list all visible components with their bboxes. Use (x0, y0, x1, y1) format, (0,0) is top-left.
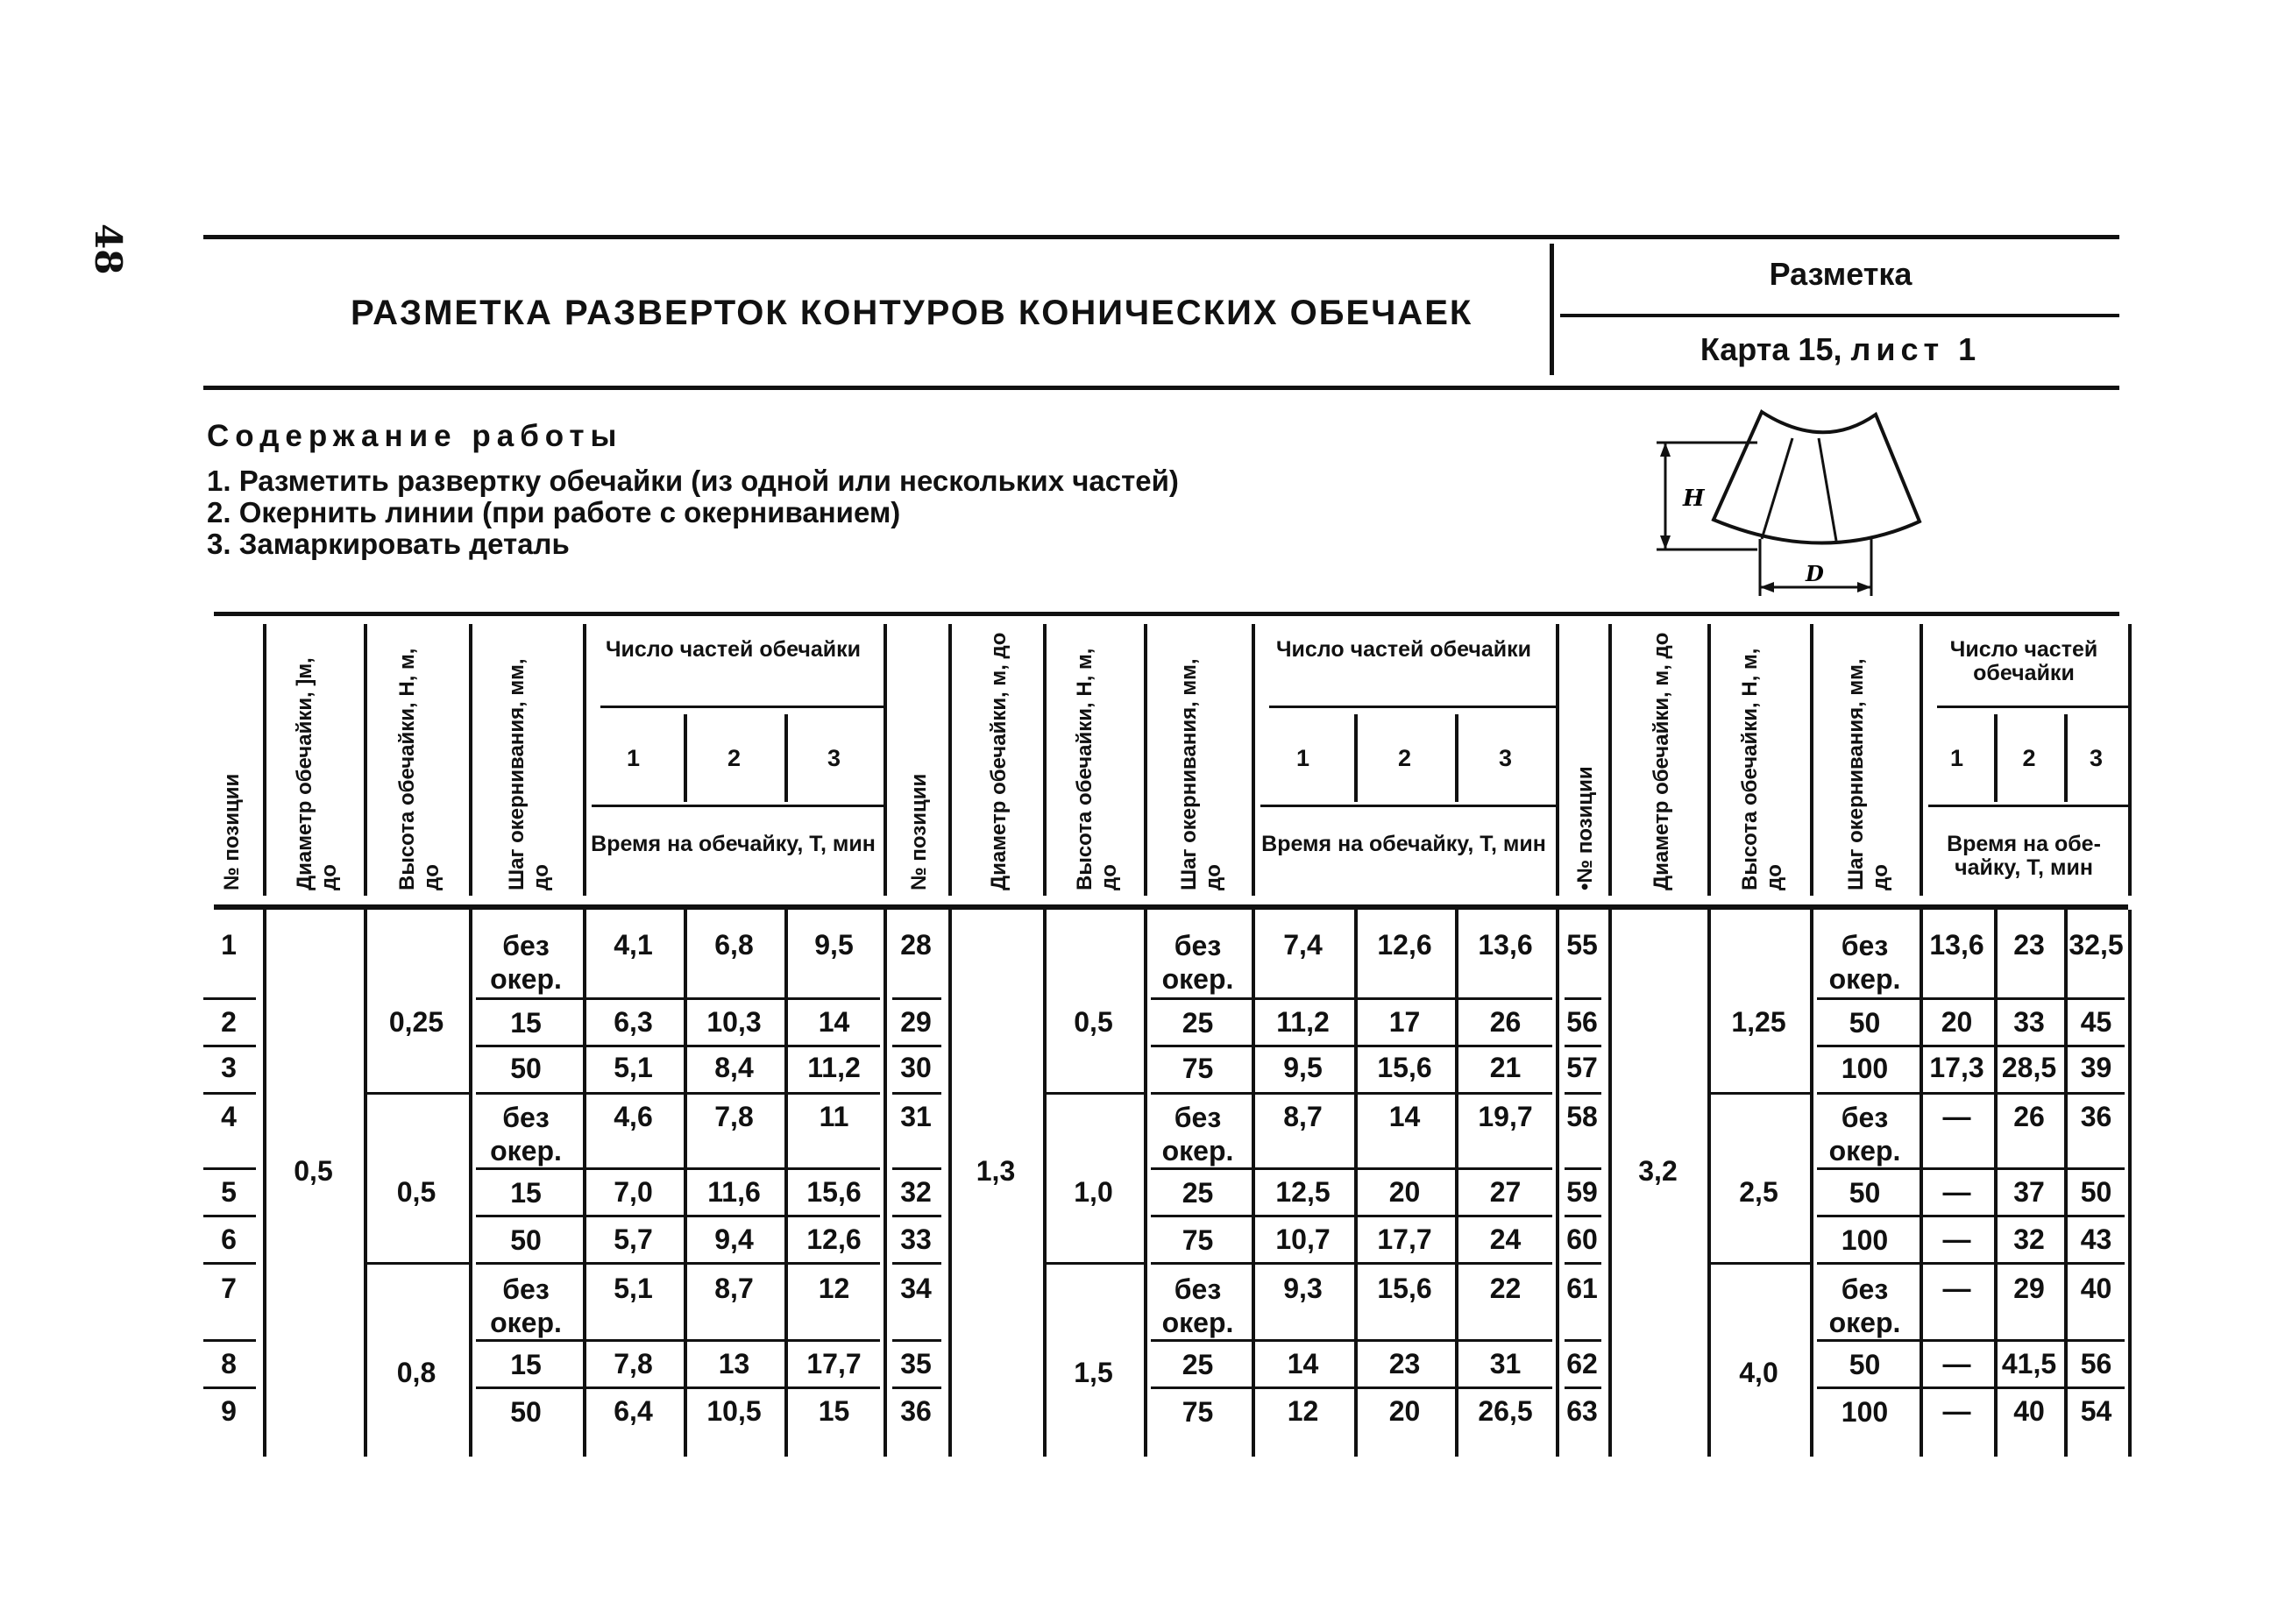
time-value: 39 (2080, 1052, 2112, 1083)
position-number: 29 (900, 1006, 932, 1038)
header-divider (1550, 244, 1554, 375)
parts-header: Число частей обечайки (1275, 637, 1532, 662)
position-number: 31 (900, 1101, 932, 1132)
time-value: 9,5 (814, 929, 854, 961)
position-number: 62 (1566, 1348, 1598, 1379)
time-value: 8,7 (1283, 1101, 1323, 1132)
height-value: 2,5 (1739, 1176, 1778, 1208)
time-value: 24 (1489, 1223, 1522, 1255)
position-number: 28 (900, 929, 932, 961)
position-number: 7 (221, 1273, 237, 1304)
position-number: 5 (221, 1176, 237, 1208)
column-rule (1043, 624, 1047, 896)
time-value: 8,7 (714, 1273, 754, 1304)
parts-header-rule (1937, 706, 2128, 708)
height-separator (1711, 1092, 1810, 1095)
column-rule (469, 624, 472, 896)
step-value: 100 (1841, 1224, 1889, 1256)
column-rule (1707, 624, 1711, 896)
row-rule (1565, 997, 1601, 1000)
time-value: 33 (2013, 1006, 2045, 1038)
time-value: 12,5 (1275, 1176, 1331, 1208)
time-value: 50 (2080, 1176, 2112, 1208)
row-rule (476, 1167, 880, 1170)
parts-number-rule (1260, 805, 1556, 807)
step-value: 75 (1182, 1053, 1214, 1084)
time-value: 9,4 (714, 1223, 754, 1255)
position-number: 59 (1566, 1176, 1598, 1208)
step-value: 100 (1841, 1396, 1889, 1428)
column-rule (1556, 624, 1559, 896)
time-value: 17 (1388, 1006, 1421, 1038)
column-rule (684, 714, 687, 802)
time-value: 19,7 (1478, 1101, 1533, 1132)
step-value: без окер. (1828, 1102, 1901, 1167)
diameter-header: Диаметр обечайки, ]м, до (292, 657, 341, 890)
position-number: 32 (900, 1176, 932, 1208)
time-value: 4,6 (614, 1101, 653, 1132)
time-value: 43 (2080, 1223, 2112, 1255)
step-value: 15 (510, 1007, 542, 1039)
height-separator (367, 1092, 469, 1095)
time-value: 22 (1489, 1273, 1522, 1304)
row-rule (1817, 1339, 2125, 1342)
height-header: Высота обечайки, Н, м, до (1072, 648, 1121, 890)
time-value: 9,3 (1283, 1273, 1323, 1304)
time-value: 17,3 (1929, 1052, 1984, 1083)
step-value: без окер. (1161, 1273, 1234, 1338)
column-rule (1810, 624, 1813, 896)
time-value: 41,5 (2001, 1348, 2057, 1379)
row-rule (476, 1262, 880, 1265)
step-value: 25 (1182, 1177, 1214, 1209)
time-value: 7,4 (1283, 929, 1323, 961)
row-rule (1817, 1262, 2125, 1265)
row-rule (1151, 1339, 1552, 1342)
parts-number-rule (592, 805, 884, 807)
time-value: 7,8 (614, 1348, 653, 1379)
time-value: 7,8 (714, 1101, 754, 1132)
time-value: 31 (1489, 1348, 1522, 1379)
card-number: Карта 15, (1700, 331, 1842, 367)
time-value: 15 (818, 1395, 850, 1427)
position-number: 33 (900, 1223, 932, 1255)
step-value: 75 (1182, 1396, 1214, 1428)
row-rule (1565, 1386, 1601, 1389)
sketch-label-h: H (1683, 486, 1705, 512)
row-rule (1565, 1339, 1601, 1342)
diameter-value: 0,5 (294, 1155, 333, 1187)
row-rule (476, 1386, 880, 1389)
top-rule (203, 235, 2119, 239)
time-value: 11,2 (1276, 1006, 1330, 1038)
time-value: 6,4 (614, 1395, 653, 1427)
position-number: 3 (221, 1052, 237, 1083)
diameter-header: Диаметр обечайки, м, до (1649, 632, 1673, 890)
row-rule (1151, 1045, 1552, 1047)
position-number: 60 (1566, 1223, 1598, 1255)
part-number: 1 (1949, 745, 1964, 771)
position-number: 4 (221, 1101, 237, 1132)
position-number: 35 (900, 1348, 932, 1379)
time-value: 21 (1489, 1052, 1522, 1083)
height-value: 4,0 (1739, 1357, 1778, 1388)
row-rule (203, 1092, 256, 1095)
card-divider (1560, 314, 2119, 317)
step-value: 75 (1182, 1224, 1214, 1256)
content-heading: Содержание работы (207, 419, 623, 453)
time-value: 54 (2080, 1395, 2112, 1427)
time-value: 36 (2080, 1101, 2112, 1132)
time-value: 45 (2080, 1006, 2112, 1038)
step-value: 15 (510, 1349, 542, 1380)
time-value: 15,6 (1377, 1273, 1432, 1304)
column-rule (2128, 910, 2132, 1457)
step-value: без окер. (490, 1102, 562, 1167)
position-number: 57 (1566, 1052, 1598, 1083)
step-value: без окер. (490, 1273, 562, 1338)
position-number: 30 (900, 1052, 932, 1083)
part-number: 1 (1295, 745, 1310, 771)
time-value: 40 (2080, 1273, 2112, 1304)
time-value: — (1942, 1395, 1971, 1427)
step-value: 50 (510, 1396, 542, 1428)
time-value: 26,5 (1478, 1395, 1533, 1427)
row-rule (1817, 1215, 2125, 1217)
height-value: 1,0 (1074, 1176, 1113, 1208)
parts-header: Число частей обечайки (1949, 637, 2098, 685)
step-value: 50 (1849, 1177, 1881, 1209)
height-header: Высота обечайки, Н, м, до (395, 648, 444, 890)
card-sheet: лист 1 (1850, 331, 1982, 367)
position-header: •№ позиции (1573, 766, 1597, 890)
height-separator (1047, 1262, 1144, 1265)
position-number: 56 (1566, 1006, 1598, 1038)
position-number: 58 (1566, 1101, 1598, 1132)
height-value: 0,5 (1074, 1006, 1113, 1038)
row-rule (1565, 1262, 1601, 1265)
parts-header: Число частей обечайки (605, 637, 862, 662)
step-value: без окер. (1828, 1273, 1901, 1338)
time-value: 28,5 (2001, 1052, 2057, 1083)
table-top-rule (214, 612, 2119, 616)
step-value: 50 (510, 1224, 542, 1256)
position-number: 36 (900, 1395, 932, 1427)
step-value: без окер. (490, 930, 562, 995)
time-header: Время на обечайку, Т, мин (591, 832, 876, 856)
time-value: 37 (2013, 1176, 2045, 1208)
row-rule (892, 1167, 941, 1170)
row-rule (892, 1262, 941, 1265)
column-rule (1144, 624, 1147, 896)
time-value: 14 (818, 1006, 850, 1038)
time-value: 26 (1489, 1006, 1522, 1038)
time-value: 10,5 (706, 1395, 762, 1427)
row-rule (203, 1045, 256, 1047)
step-value: без окер. (1161, 930, 1234, 995)
diameter-value: 1,3 (976, 1155, 1016, 1187)
step-value: 50 (1849, 1349, 1881, 1380)
time-value: 13,6 (1478, 929, 1533, 961)
part-number: 2 (727, 745, 742, 771)
time-value: 23 (2013, 929, 2045, 961)
time-value: 6,3 (614, 1006, 653, 1038)
column-rule (2128, 624, 2132, 896)
step-value: 50 (1849, 1007, 1881, 1039)
column-rule (1994, 714, 1998, 802)
row-rule (1817, 1045, 2125, 1047)
step-value: 25 (1182, 1007, 1214, 1039)
time-value: 15,6 (806, 1176, 862, 1208)
row-rule (892, 1386, 941, 1389)
part-number: 2 (2022, 745, 2036, 771)
column-rule (1455, 714, 1458, 802)
work-step: 1. Разметить развертку обечайки (из одной или нескольких частей) (207, 465, 1179, 497)
time-value: 32 (2013, 1223, 2045, 1255)
position-header: № позиции (220, 773, 244, 890)
row-rule (892, 1045, 941, 1047)
time-value: 5,1 (614, 1273, 653, 1304)
time-value: 15,6 (1377, 1052, 1432, 1083)
row-rule (1817, 1386, 2125, 1389)
height-header: Высота обечайки, Н, м, до (1737, 648, 1786, 890)
page-number: 48 (87, 223, 130, 275)
row-rule (476, 997, 880, 1000)
step-value: 50 (510, 1053, 542, 1084)
position-number: 55 (1566, 929, 1598, 961)
card-info (1560, 331, 2121, 368)
time-value: 12,6 (1377, 929, 1432, 961)
row-rule (1151, 1167, 1552, 1170)
conical-shell-sketch (1648, 408, 1928, 605)
row-rule (1565, 1167, 1601, 1170)
time-value: 10,3 (706, 1006, 762, 1038)
part-number: 3 (2089, 745, 2104, 771)
work-step: 3. Замаркировать деталь (207, 528, 570, 560)
document-title: РАЗМЕТКА РАЗВЕРТОК КОНТУРОВ КОНИЧЕСКИХ ОБЕЧАЕК (351, 294, 1473, 332)
position-header: № позиции (907, 773, 931, 890)
row-rule (1151, 1092, 1552, 1095)
time-value: 13,6 (1929, 929, 1984, 961)
diameter-header: Диаметр обечайки, м, до (987, 632, 1011, 890)
part-number: 3 (1498, 745, 1513, 771)
row-rule (1817, 997, 2125, 1000)
time-value: 32,5 (2069, 929, 2124, 961)
time-value: 6,8 (714, 929, 754, 961)
height-value: 0,25 (388, 1006, 444, 1038)
time-value: 4,1 (614, 929, 653, 961)
diameter-value: 3,2 (1638, 1155, 1678, 1187)
time-value: 11 (819, 1101, 849, 1132)
time-value: — (1942, 1101, 1971, 1132)
row-rule (203, 1262, 256, 1265)
parts-number-rule (1928, 805, 2128, 807)
time-value: 11,2 (807, 1052, 861, 1083)
time-header: Время на обе- чайку, Т, мин (1947, 832, 2101, 880)
column-rule (1608, 624, 1612, 896)
time-value: 9,5 (1283, 1052, 1323, 1083)
time-value: 5,7 (614, 1223, 653, 1255)
row-rule (1151, 1262, 1552, 1265)
row-rule (1565, 1215, 1601, 1217)
time-value: 23 (1388, 1348, 1421, 1379)
sketch-label-d: D (1806, 561, 1824, 586)
time-value: 20 (1941, 1006, 1973, 1038)
position-number: 8 (221, 1348, 237, 1379)
time-value: 17,7 (806, 1348, 862, 1379)
row-rule (1151, 1386, 1552, 1389)
position-number: 9 (221, 1395, 237, 1427)
height-separator (1711, 1262, 1810, 1265)
row-rule (892, 997, 941, 1000)
height-value: 0,5 (396, 1176, 436, 1208)
parts-header-rule (600, 706, 884, 708)
position-number: 61 (1566, 1273, 1598, 1304)
column-rule (784, 714, 788, 802)
row-rule (203, 997, 256, 1000)
column-rule (2064, 714, 2068, 802)
height-value: 0,8 (396, 1357, 436, 1388)
header-bottom-rule (203, 386, 2119, 390)
column-rule (364, 624, 367, 896)
time-value: 17,7 (1377, 1223, 1432, 1255)
row-rule (203, 1167, 256, 1170)
time-value: 7,0 (614, 1176, 653, 1208)
time-value: 12 (1287, 1395, 1319, 1427)
row-rule (203, 1339, 256, 1342)
column-rule (884, 624, 887, 896)
position-number: 1 (221, 929, 237, 961)
part-number: 3 (827, 745, 841, 771)
section-name: Разметка (1769, 256, 1913, 292)
row-rule (476, 1339, 880, 1342)
column-rule (1354, 714, 1358, 802)
part-number: 2 (1397, 745, 1412, 771)
row-rule (1565, 1092, 1601, 1095)
time-value: 12,6 (806, 1223, 862, 1255)
time-value: 56 (2080, 1348, 2112, 1379)
row-rule (203, 1215, 256, 1217)
row-rule (892, 1215, 941, 1217)
table-header-rule (214, 904, 2128, 910)
step-value: 15 (510, 1177, 542, 1209)
time-value: 27 (1489, 1176, 1522, 1208)
time-value: 10,7 (1275, 1223, 1331, 1255)
time-value: — (1942, 1176, 1971, 1208)
time-value: — (1942, 1223, 1971, 1255)
time-header: Время на обечайку, Т, мин (1261, 832, 1546, 856)
position-number: 63 (1566, 1395, 1598, 1427)
time-value: 13 (718, 1348, 750, 1379)
position-number: 6 (221, 1223, 237, 1255)
time-value: 5,1 (614, 1052, 653, 1083)
row-rule (1151, 997, 1552, 1000)
height-separator (1047, 1092, 1144, 1095)
time-value: — (1942, 1348, 1971, 1379)
row-rule (203, 1386, 256, 1389)
row-rule (1151, 1215, 1552, 1217)
step-header: Шаг окернивания, мм, до (1176, 658, 1225, 890)
time-value: 14 (1388, 1101, 1421, 1132)
time-value: — (1942, 1273, 1971, 1304)
parts-header-rule (1269, 706, 1556, 708)
height-separator (367, 1262, 469, 1265)
row-rule (892, 1339, 941, 1342)
step-value: без окер. (1828, 930, 1901, 995)
time-value: 11,6 (707, 1176, 761, 1208)
row-rule (476, 1092, 880, 1095)
time-value: 29 (2013, 1273, 2045, 1304)
height-value: 1,5 (1074, 1357, 1113, 1388)
time-value: 40 (2013, 1395, 2045, 1427)
part-number: 1 (626, 745, 641, 771)
position-number: 34 (900, 1273, 932, 1304)
time-value: 20 (1388, 1395, 1421, 1427)
row-rule (1565, 1045, 1601, 1047)
step-value: 25 (1182, 1349, 1214, 1380)
column-rule (948, 624, 952, 896)
row-rule (892, 1092, 941, 1095)
time-value: 8,4 (714, 1052, 754, 1083)
row-rule (476, 1045, 880, 1047)
row-rule (1817, 1167, 2125, 1170)
height-value: 1,25 (1731, 1006, 1786, 1038)
step-value: 100 (1841, 1053, 1889, 1084)
position-number: 2 (221, 1006, 237, 1038)
time-value: 12 (818, 1273, 850, 1304)
row-rule (1817, 1092, 2125, 1095)
work-step: 2. Окернить линии (при работе с окерниванием) (207, 496, 901, 528)
time-value: 26 (2013, 1101, 2045, 1132)
step-header: Шаг окернивания, мм, до (1843, 658, 1892, 890)
time-value: 14 (1287, 1348, 1319, 1379)
step-header: Шаг окернивания, мм, до (505, 658, 553, 890)
step-value: без окер. (1161, 1102, 1234, 1167)
column-rule (263, 624, 266, 896)
row-rule (476, 1215, 880, 1217)
time-value: 20 (1388, 1176, 1421, 1208)
